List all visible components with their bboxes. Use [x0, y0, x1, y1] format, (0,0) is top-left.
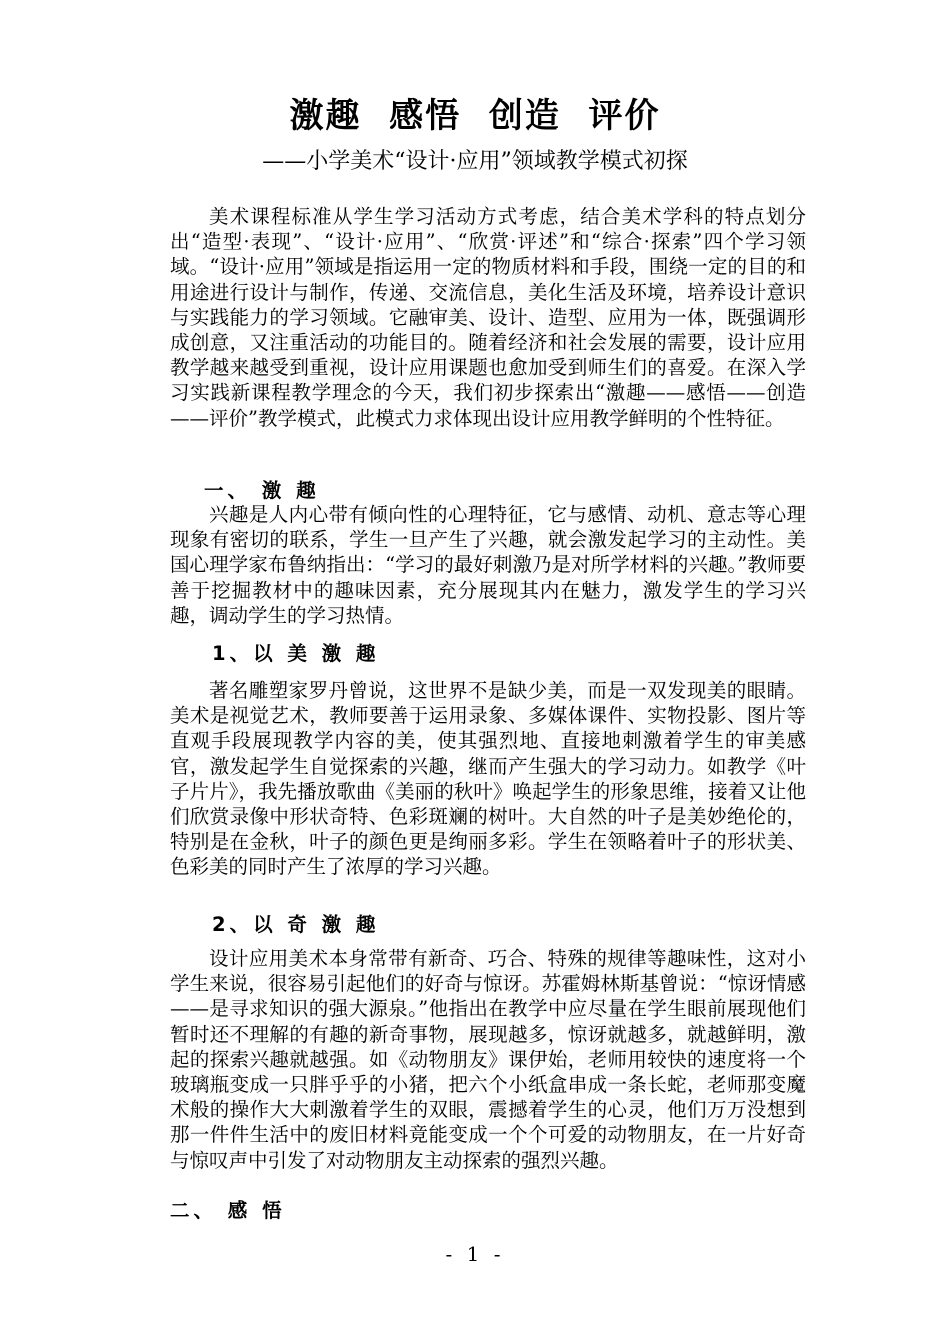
subsection-heading-beauty: 1、以 美 激 趣 — [212, 642, 380, 665]
subsection-heading-novelty: 2、以 奇 激 趣 — [212, 913, 380, 936]
subsection-paragraph-novelty: 设计应用美术本身常带有新奇、巧合、特殊的规律等趣味性，这对小学生来说，很容易引起他们的好奇与惊讶。苏霍姆林斯基曾说：“惊讶情感——是寻求知识的强大源泉。”他指出在教学中应尽量在学生眼前展现他们暂时还不理解的有趣的新奇事物，展现越多，惊讶就越多，就越鲜明，激起的探索兴趣就越强。如《动物朋友》课伊始，老师用较快的速度将一个玻璃瓶变成一只胖乎乎的小猪，把六个小纸盒串成一条长蛇，老师那变魔术般的操作大大刺激着学生的双眼，震撼着学生的心灵，他们万万没想到那一件件生活中的废旧材料竟能变成一个个可爱的动物朋友，在一片好奇与惊叹声中引发了对动物朋友主动探索的强烈兴趣。 — [170, 947, 806, 1172]
section-heading-ganwu: 二、 感 悟 — [170, 1199, 286, 1222]
section-heading-jiqu: 一、 激 趣 — [204, 479, 320, 502]
page-number: - 1 - — [445, 1242, 505, 1266]
document-subtitle: ——小学美术“设计·应用”领域教学模式初探 — [262, 149, 688, 174]
intro-paragraph: 美术课程标准从学生学习活动方式考虑，结合美术学科的特点划分出“造型·表现”、“设计·应用”、“欣赏·评述”和“综合·探索”四个学习领域。“设计·应用”领域是指运用一定的物质材料和手段，围绕一定的目的和用途进行设计与制作，传递、交流信息，美化生活及环境，培养设计意识与实践能力的学习领域。它融审美、设计、造型、应用为一体，既强调形成创意，又注重活动的功能目的。随着经济和社会发展的需要，设计应用教学越来越受到重视，设计应用课题也愈加受到师生们的喜爱。在深入学习实践新课程教学理念的今天，我们初步探索出“激趣——感悟——创造——评价”教学模式，此模式力求体现出设计应用教学鲜明的个性特征。 — [170, 205, 806, 430]
subsection-paragraph-beauty: 著名雕塑家罗丹曾说，这世界不是缺少美，而是一双发现美的眼睛。美术是视觉艺术，教师要善于运用录象、多媒体课件、实物投影、图片等直观手段展现教学内容的美，使其强烈地、直接地刺激着学生的审美感官，激发起学生自觉探索的兴趣，继而产生强大的学习动力。如教学《叶子片片》，我先播放歌曲《美丽的秋叶》唤起学生的形象思维，接着又让他们欣赏录像中形状奇特、色彩斑斓的树叶。大自然的叶子是美妙绝伦的，特别是在金秋，叶子的颜色更是绚丽多彩。学生在领略着叶子的形状美、色彩美的同时产生了浓厚的学习兴趣。 — [170, 679, 806, 879]
section-paragraph-jiqu: 兴趣是人内心带有倾向性的心理特征，它与感情、动机、意志等心理现象有密切的联系，学生一旦产生了兴趣，就会激发起学习的主动性。美国心理学家布鲁纳指出：“学习的最好刺激乃是对所学材料的兴趣。”教师要善于挖掘教材中的趣味因素，充分展现其内在魅力，激发学生的学习兴趣，调动学生的学习热情。 — [170, 503, 806, 627]
document-title: 激趣 感悟 创造 评价 — [289, 96, 661, 136]
